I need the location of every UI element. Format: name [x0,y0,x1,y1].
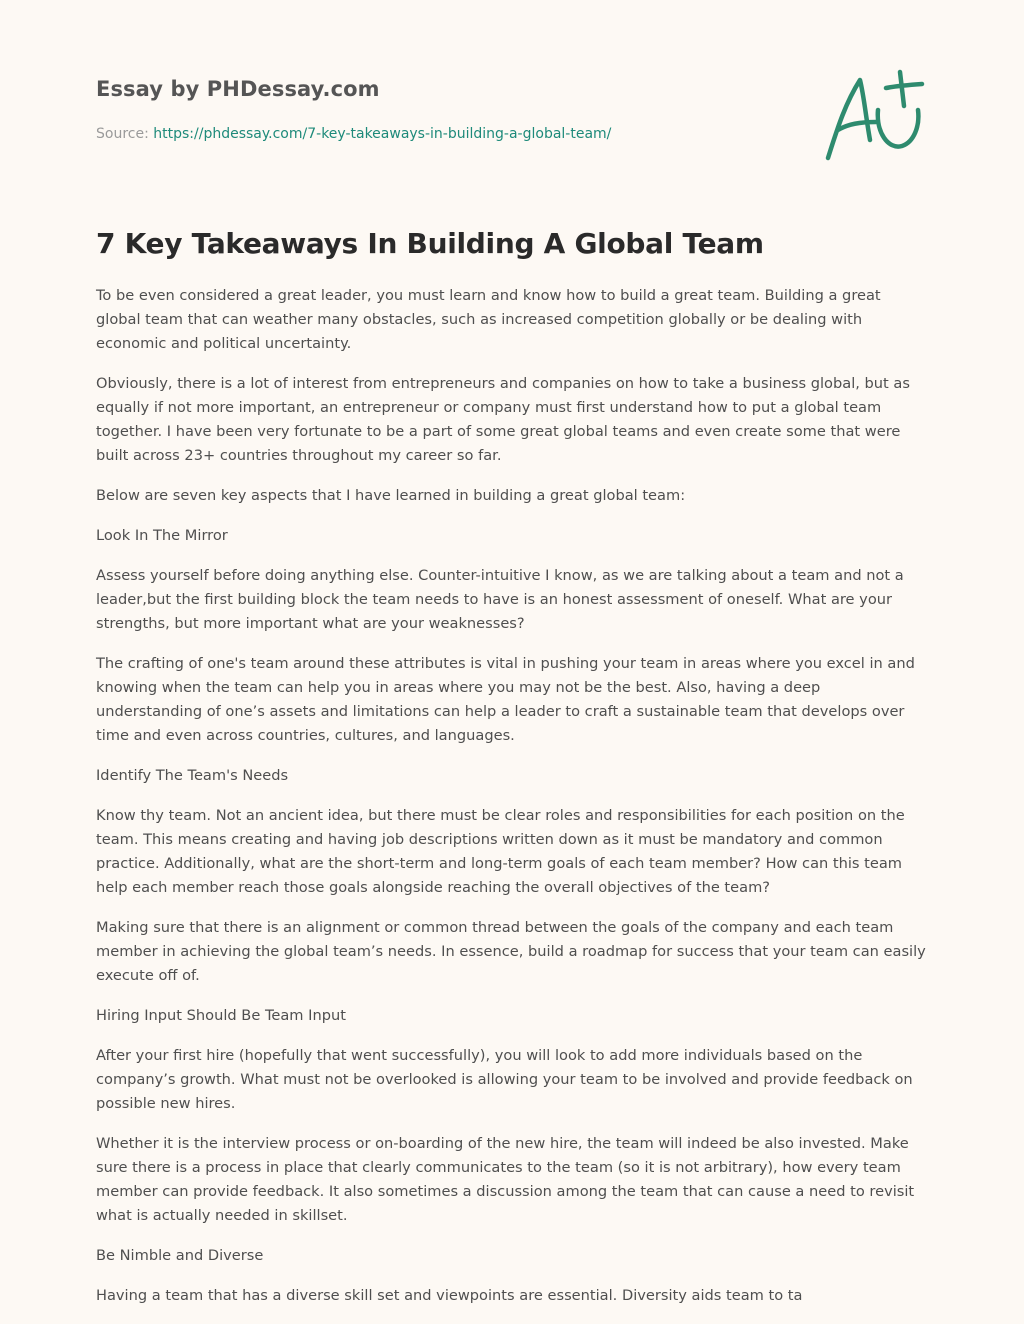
paragraph: After your first hire (hopefully that went successfully), you will look to add more individuals based on the company’s growth. What must not be overlooked is allowing your team to be involved and provide feedback on possible new hires. [96,1047,913,1112]
a-plus-logo-icon [820,66,930,166]
source-line [96,124,796,144]
essay-article [96,222,928,1324]
essay-title: 7 Key Takeaways In Building A Global Team [96,227,764,260]
source-label: Source: [96,126,154,142]
paragraph: Making sure that there is an alignment or common thread between the goals of the company and each team member in achieving the global team’s needs. In essence, build a roadmap for success that your team can easily execute off of. [96,919,926,984]
paragraph: Obviously, there is a lot of interest from entrepreneurs and companies on how to take a business global, but as equally if not more important, an entrepreneur or company must first understand how to put a global team together. I have been very fortunate to be a part of some great global teams and even create some that were built across 23+ countries throughout my career so far. [96,375,910,464]
section-heading: Look In The Mirror [96,527,228,544]
paragraph: Know thy team. Not an ancient idea, but there must be clear roles and responsibilities for each position on the team. This means creating and having job descriptions written down as it must be mandatory and common practice. Additionally, what are the short-term and long-term goals of each team member? How can this team help each member reach those goals alongside reaching the overall objectives of the team? [96,807,905,896]
section-heading: Identify The Team's Needs [96,767,289,784]
paragraph: Whether it is the interview process or on-boarding of the new hire, the team will indeed be also invested. Make sure there is a process in place that clearly communicates to the team (so it is not arbitrary), how every team member can provide feedback. It also sometimes a discussion among the team that can cause a need to revisit what is actually needed in skillset. [96,1135,915,1224]
paragraph: Below are seven key aspects that I have learned in building a great global team: [96,487,686,504]
section-heading: Be Nimble and Diverse [96,1247,264,1264]
paragraph: Assess yourself before doing anything else. Counter-intuitive I know, as we are talking about a team and not a leader,but the first building block the team needs to have is an honest assessment of oneself. What are your strengths, but more important what are your weaknesses? [96,567,904,632]
section-heading: Hiring Input Should Be Team Input [96,1007,346,1024]
source-link[interactable]: https://phdessay.com/7-key-takeaways-in-building-a-global-team/ [153,126,612,142]
page-header [96,74,796,144]
site-brand[interactable]: Essay by PHDessay.com [96,77,380,101]
paragraph: Having a team that has a diverse skill set and viewpoints are essential. Diversity aids team to ta [96,1287,803,1304]
paragraph: The crafting of one's team around these attributes is vital in pushing your team in areas where you excel in and knowing when the team can help you in areas where you may not be the best. Also, having a deep understanding of one’s assets and limitations can help a leader to craft a sustainable team that develops over time and even across countries, cultures, and languages. [96,655,915,744]
paragraph: To be even considered a great leader, you must learn and know how to build a great team. Building a great global team that can weather many obstacles, such as increased competition globally or be dealing with economic and political uncertainty. [96,287,881,352]
